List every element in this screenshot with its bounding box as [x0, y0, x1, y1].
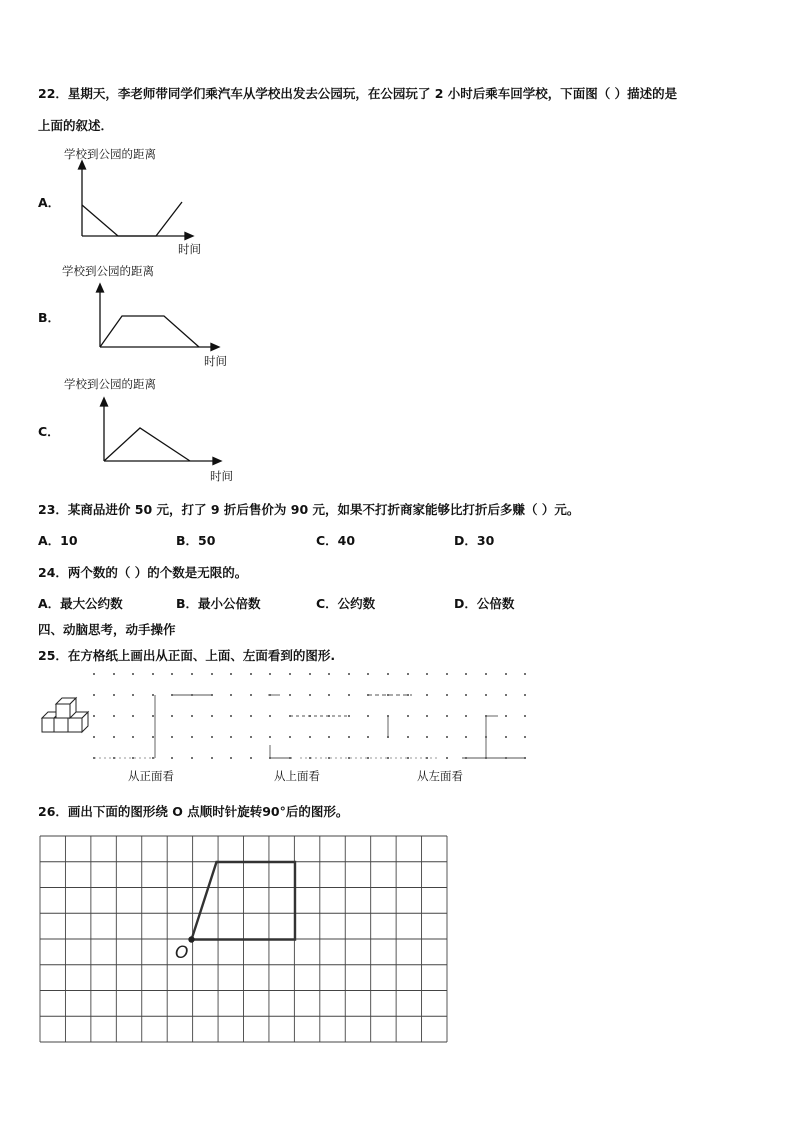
graph-a-ylabel: 学校到公园的距离 — [64, 147, 156, 161]
q23-choice-a[interactable]: A．10 — [38, 533, 78, 548]
q23-choice-d[interactable]: D．30 — [454, 533, 495, 548]
q23-choice-c[interactable]: C．40 — [316, 533, 356, 548]
q24-choice-c[interactable]: C．公约数 — [316, 596, 376, 611]
q25-label-front: 从正面看 — [128, 769, 174, 783]
graph-c-ylabel: 学校到公园的距离 — [64, 377, 156, 391]
q22-option-a-label: A． — [38, 195, 61, 210]
q22-option-b-label: B． — [38, 310, 61, 325]
q24-choice-b[interactable]: B．最小公倍数 — [176, 596, 261, 611]
q22-text-line2: 上面的叙述． — [38, 118, 114, 133]
q23-choice-b[interactable]: B．50 — [176, 533, 216, 548]
q24-text: 24．两个数的（ ）的个数是无限的。 — [38, 565, 248, 580]
q24-choice-d[interactable]: D．公倍数 — [454, 596, 515, 611]
q23-text: 23．某商品进价 50 元，打了 9 折后售价为 90 元，如果不打折商家能够比打折后多赚（ ）元。 — [38, 502, 580, 517]
q22-option-c-label: C． — [38, 424, 60, 439]
q25-label-left: 从左面看 — [417, 769, 463, 783]
graph-a-xlabel: 时间 — [178, 242, 201, 256]
point-o-label: O — [175, 943, 189, 963]
q26-text: 26．画出下面的图形绕 O 点顺时针旋转90°后的图形。 — [38, 804, 349, 819]
graph-b-xlabel: 时间 — [204, 354, 227, 368]
q25-label-top: 从上面看 — [274, 769, 320, 783]
section-4-title: 四、动脑思考，动手操作 — [38, 622, 176, 637]
point-o-marker — [188, 936, 194, 942]
q24-choice-a[interactable]: A．最大公约数 — [38, 596, 123, 611]
graph-b-ylabel: 学校到公园的距离 — [62, 264, 154, 278]
q22-text-line1: 22．星期天，李老师带同学们乘汽车从学校出发去公园玩，在公园玩了 2 小时后乘车回学校，下面图（ ）描述的是 — [38, 86, 678, 101]
q25-text: 25．在方格纸上画出从正面、上面、左面看到的图形. — [38, 648, 336, 663]
graph-c-xlabel: 时间 — [210, 469, 233, 483]
